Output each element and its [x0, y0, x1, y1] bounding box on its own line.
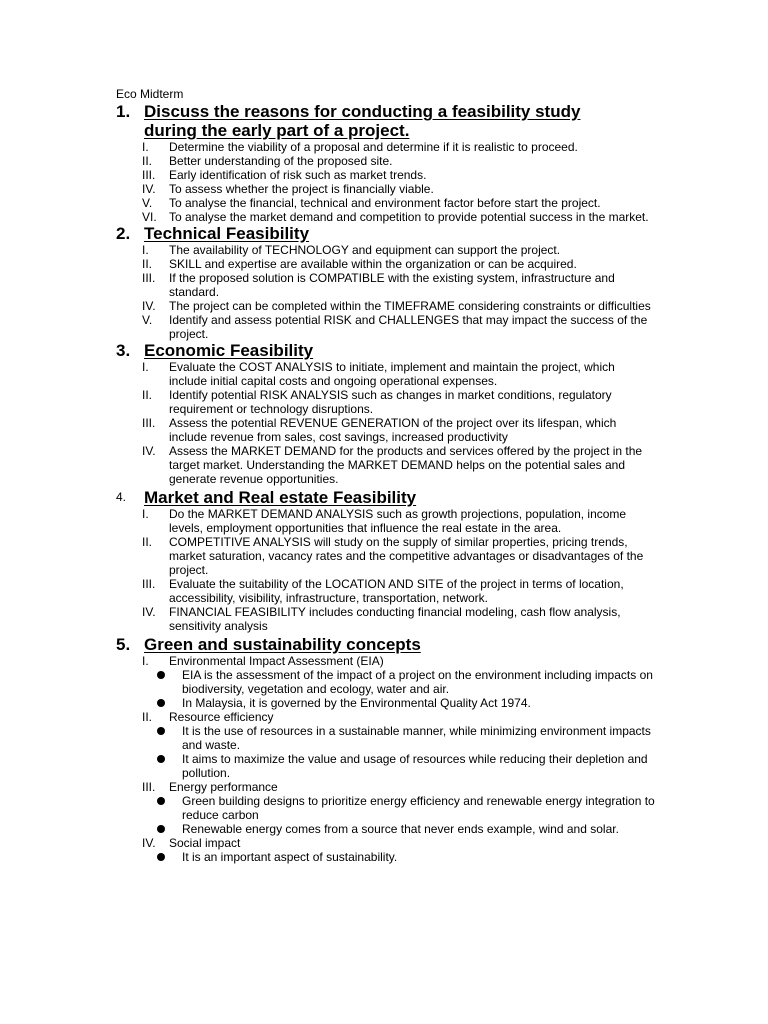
- bullet-text: In Malaysia, it is governed by the Environmental Quality Act 1974.: [182, 696, 531, 710]
- bullet-text: EIA is the assessment of the impact of a project on the environment including impacts on biodiversity, vegetation and ecology, water and air.: [182, 668, 653, 696]
- bullet-text: It is the use of resources in a sustainable manner, while minimizing environment impacts and waste.: [182, 724, 651, 752]
- item-text: Social impact: [169, 836, 241, 850]
- section-title: Green and sustainability concepts: [144, 635, 421, 654]
- section-number: 4.: [116, 490, 127, 504]
- list-item: [116, 271, 656, 299]
- bullet-dot-icon: [116, 822, 182, 836]
- item-text: To assess whether the project is financially viable.: [169, 182, 434, 196]
- bullet-item: [116, 822, 656, 836]
- list-item: [116, 577, 656, 605]
- section-heading: [116, 102, 656, 140]
- bullet-text: Green building designs to prioritize energy efficiency and renewable energy integration to reduce carbon: [182, 794, 655, 822]
- section-feasibility-reasons: [116, 102, 656, 224]
- item-text: Early identification of risk such as market trends.: [169, 168, 427, 182]
- item-list: [116, 654, 656, 864]
- list-item: [116, 416, 656, 444]
- item-numeral: V.: [142, 196, 153, 210]
- item-text: Do the MARKET DEMAND ANALYSIS such as growth projections, population, income levels, employment opportunities that influence the real estate in the area.: [169, 507, 627, 535]
- section-technical-feasibility: [116, 224, 656, 341]
- list-item: [116, 243, 656, 257]
- bullet-dot-icon: [116, 794, 182, 808]
- item-text: Identify and assess potential RISK and CHALLENGES that may impact the success of the project.: [169, 313, 648, 341]
- section-heading: [116, 635, 656, 654]
- list-item: [116, 507, 656, 535]
- section-green-sustainability: [116, 635, 656, 864]
- section-number: 3.: [116, 341, 131, 360]
- item-numeral: II.: [142, 257, 153, 271]
- list-item: [116, 257, 656, 271]
- item-numeral: V.: [142, 313, 153, 327]
- list-item: [116, 210, 656, 224]
- list-item: [116, 780, 656, 794]
- section-title-line: during the early part of a project.: [144, 121, 410, 140]
- list-item: [116, 444, 656, 486]
- item-text: Environmental Impact Assessment (EIA): [169, 654, 384, 668]
- section-heading: [116, 488, 656, 507]
- item-numeral: III.: [142, 780, 156, 794]
- section-title: Economic Feasibility: [144, 341, 314, 360]
- list-item: [116, 388, 656, 416]
- item-numeral: I.: [142, 654, 149, 668]
- item-list: [116, 140, 656, 224]
- item-list: [116, 243, 656, 341]
- bullet-list: [116, 668, 656, 710]
- item-numeral: III.: [142, 168, 156, 182]
- bullet-item: [116, 668, 656, 696]
- bullet-dot-icon: [116, 668, 182, 682]
- section-economic-feasibility: [116, 341, 656, 486]
- item-text: SKILL and expertise are available within the organization or can be acquired.: [169, 257, 577, 271]
- bullet-item: [116, 696, 656, 710]
- section-title-line: Discuss the reasons for conducting a feasibility study: [144, 102, 581, 121]
- item-numeral: II.: [142, 710, 153, 724]
- item-numeral: II.: [142, 154, 153, 168]
- bullet-dot-icon: [116, 696, 182, 710]
- list-item: [116, 140, 656, 154]
- item-text: Resource efficiency: [169, 710, 274, 724]
- item-numeral: IV.: [142, 444, 156, 458]
- item-text: FINANCIAL FEASIBILITY includes conducting financial modeling, cash flow analysis, sensitivity analysis: [169, 605, 621, 633]
- item-numeral: IV.: [142, 299, 156, 313]
- item-text: Determine the viability of a proposal and determine if it is realistic to proceed.: [169, 140, 578, 154]
- list-item: [116, 182, 656, 196]
- section-number: 5.: [116, 635, 131, 654]
- bullet-item: [116, 850, 656, 864]
- bullet-dot-icon: [116, 752, 182, 766]
- item-text: Identify potential RISK ANALYSIS such as changes in market conditions, regulatory requirement or technology disruptions.: [169, 388, 612, 416]
- section-heading: [116, 341, 656, 360]
- item-text: Evaluate the COST ANALYSIS to initiate, implement and maintain the project, which include initial capital costs and ongoing operational expenses.: [169, 360, 615, 388]
- item-numeral: I.: [142, 243, 149, 257]
- section-title: [144, 102, 580, 140]
- document-title: Eco Midterm: [116, 87, 184, 101]
- list-item: [116, 654, 656, 668]
- list-item: [116, 605, 656, 633]
- bullet-dot-icon: [116, 850, 182, 864]
- bullet-item: [116, 794, 656, 822]
- section-number: 1.: [116, 102, 131, 121]
- item-text: Evaluate the suitability of the LOCATION AND SITE of the project in terms of location, accessibility, visibility, infrastructure, transportation, network.: [169, 577, 624, 605]
- item-numeral: VI.: [142, 210, 157, 224]
- item-text: To analyse the financial, technical and environment factor before start the project.: [169, 196, 601, 210]
- document-body: [116, 87, 656, 864]
- bullet-list: [116, 724, 656, 780]
- bullet-dot-icon: [116, 724, 182, 738]
- item-numeral: III.: [142, 271, 156, 285]
- item-text: Energy performance: [169, 780, 278, 794]
- list-item: [116, 168, 656, 182]
- item-text: If the proposed solution is COMPATIBLE with the existing system, infrastructure and standard.: [169, 271, 615, 299]
- bullet-text: It aims to maximize the value and usage of resources while reducing their depletion and pollution.: [182, 752, 648, 780]
- list-item: [116, 313, 656, 341]
- item-numeral: II.: [142, 388, 153, 402]
- item-list: [116, 507, 656, 633]
- section-market-real-estate-feasibility: [116, 488, 656, 633]
- list-item: [116, 299, 656, 313]
- item-text: Better understanding of the proposed site.: [169, 154, 393, 168]
- item-numeral: I.: [142, 507, 149, 521]
- item-numeral: IV.: [142, 836, 156, 850]
- list-item: [116, 836, 656, 850]
- section-heading: [116, 224, 656, 243]
- item-text: COMPETITIVE ANALYSIS will study on the supply of similar properties, pricing trends, market saturation, vacancy rates and the competitive advantages or disadvantages of the project.: [169, 535, 644, 577]
- section-title: Technical Feasibility: [144, 224, 310, 243]
- list-item: [116, 196, 656, 210]
- item-numeral: II.: [142, 535, 153, 549]
- section-number: 2.: [116, 224, 131, 243]
- item-numeral: III.: [142, 416, 156, 430]
- item-numeral: I.: [142, 360, 149, 374]
- bullet-item: [116, 724, 656, 752]
- list-item: [116, 360, 656, 388]
- bullet-text: Renewable energy comes from a source that never ends example, wind and solar.: [182, 822, 619, 836]
- item-numeral: III.: [142, 577, 156, 591]
- bullet-list: [116, 794, 656, 836]
- item-text: The project can be completed within the TIMEFRAME considering constraints or difficulties: [169, 299, 651, 313]
- item-numeral: IV.: [142, 182, 156, 196]
- item-numeral: I.: [142, 140, 149, 154]
- list-item: [116, 535, 656, 577]
- item-text: To analyse the market demand and competition to provide potential success in the market.: [169, 210, 649, 224]
- item-numeral: IV.: [142, 605, 156, 619]
- item-text: The availability of TECHNOLOGY and equipment can support the project.: [169, 243, 561, 257]
- item-text: Assess the MARKET DEMAND for the products and services offered by the project in the target market. Understanding the MARKET DEMAND helps on the potential sales and generate revenue opportunities.: [169, 444, 643, 486]
- list-item: [116, 154, 656, 168]
- bullet-text: It is an important aspect of sustainability.: [182, 850, 398, 864]
- bullet-list: [116, 850, 656, 864]
- section-title: Market and Real estate Feasibility: [144, 488, 417, 507]
- bullet-item: [116, 752, 656, 780]
- list-item: [116, 710, 656, 724]
- item-list: [116, 360, 656, 486]
- item-text: Assess the potential REVENUE GENERATION of the project over its lifespan, which include revenue from sales, cost savings, increased productivity: [169, 416, 617, 444]
